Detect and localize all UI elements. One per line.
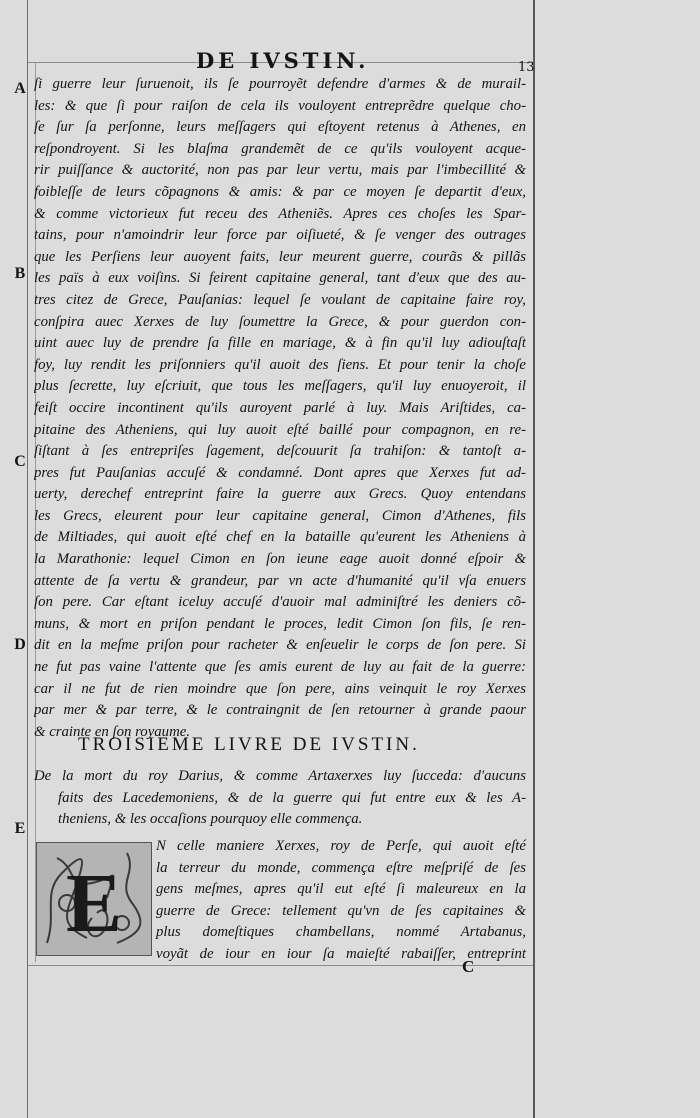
body-text-line: foy, luy rendit les priſonniers qu'il auoit des ſiens. Et pour tenir la choſe — [34, 356, 526, 373]
body-text-line: les: & que ſi pour raiſon de cela ils vouloyent entreprẽdre quelque cho- — [34, 97, 526, 114]
body-text-line: foibleſſe de leurs cõpagnons & amis: & par ce moyen ſe departit d'eux, — [34, 183, 526, 200]
body-text-line: dit en la meſme priſon pour racheter & enſeuelir le corps de ſon pere. Si — [34, 637, 526, 654]
body-text-line: conſpira auec Xerxes de luy ſoumettre la Grece, & pour guerdon con- — [34, 313, 526, 330]
book-title: TROISIEME LIVRE DE IVSTIN. — [78, 734, 420, 755]
chapter-text-line: gens meſmes, apres qu'il eut eſté ſi maleureux en la — [156, 881, 526, 898]
body-text-line: de Miltiades, qui auoit eſté chef en la bataille qu'eurent les Atheniens à — [34, 529, 526, 546]
body-text-line: reſpondroyent. Si les blaſma grandemẽt de ce qu'ils vouloyent acque- — [34, 140, 526, 157]
summary-line: theniens, & les occaſions pourquoy elle commença. — [58, 811, 363, 828]
body-text-line: uerty, derechef entreprint faire la guerre aux Grecs. Quoy entendans — [34, 486, 526, 503]
running-head: DE IVSTIN. — [196, 48, 370, 73]
left-margin-rule — [27, 0, 28, 1118]
body-text-line: ſiſtant à ſes entrepriſes ſagement, deſcouurit ſa trahiſon: & tantoſt a- — [34, 443, 526, 460]
body-text-line: plus ſecrette, luy eſcriuit, que tous les meſſagers, qu'il luy enuoyeroit, il — [34, 378, 526, 395]
chapter-text-line: guerre de Grece: tellement qu'vn de ſes capitaines & — [156, 902, 526, 919]
body-text-line: feiſt occire incontinent qu'ils auroyent parlé à luy. Mais Ariſtides, ca- — [34, 399, 526, 416]
margin-letter-b: B — [14, 265, 26, 282]
summary-line: De la mort du roy Darius, & comme Artaxerxes luy ſucceda: d'aucuns — [34, 768, 526, 784]
decorated-initial — [36, 842, 152, 956]
right-margin-rule — [533, 0, 535, 1118]
chapter-opening-text — [156, 836, 526, 966]
body-text-line: ſe ſur ſa perſonne, leurs meſſagers qui eſtoyent retenus à Athenes, en — [34, 119, 526, 136]
margin-letter-e: E — [14, 820, 26, 837]
margin-letter-d: D — [14, 636, 26, 653]
summary-line: faits des Lacedemoniens, & de la guerre qui fut entre eux & les A- — [58, 789, 526, 806]
page-number: 13 — [518, 60, 535, 75]
chapter-text-line: N celle maniere Xerxes, roy de Perſe, qui auoit eſté — [156, 838, 526, 854]
chapter-text-line: voyãt de iour en iour ſa maieſté rabaiſſer, entreprint — [156, 945, 526, 962]
body-text-line: & crainte en ſon royaume. — [34, 723, 191, 740]
body-text-line: que les Perſiens leur auoyent faits, leur meurent guerre, courãs & pillãs — [34, 248, 526, 265]
decorated-initial-art — [37, 843, 151, 955]
margin-letter-a: A — [14, 80, 26, 97]
chapter-text-line: plus domeſtiques chambellans, nommé Artabanus, — [156, 924, 526, 941]
body-text-line: ſi guerre leur ſuruenoit, ils ſe pourroyẽt defendre d'armes & de murail- — [34, 76, 526, 92]
body-text-line: les Grecs, eleurent pour leur capitaine general, Cimon d'Athenes, fils — [34, 507, 526, 524]
body-text-line: par mer & par terre, & le contraingnit de ſen retourner à grande paour — [34, 702, 526, 719]
body-text-line: pres fut Pauſanias accuſé & condamné. Dont apres que Xerxes fut ad- — [34, 464, 526, 481]
catchword: C — [462, 957, 475, 976]
body-text-line: tains, pour n'amoindrir leur force par oiſiueté, & ſe venger des outrages — [34, 227, 526, 244]
body-text-line: pitaine des Atheniens, qui luy auoit eſté baillé pour compagnon, en re- — [34, 421, 526, 438]
body-text-line: tres citez de Grece, Pauſanias: lequel ſe voulant de capitaine faire roy, — [34, 291, 526, 308]
margin-letter-c: C — [14, 453, 26, 470]
body-text-line: & comme victorieux fut receu des Atheniẽs. Apres ces choſes les Spar- — [34, 205, 526, 222]
body-text-line: la Marathonie: lequel Cimon en ſon ieune eage auoit donné eſpoir & — [34, 551, 526, 568]
body-text-line: attente de ſa vertu & grandeur, par vn acte d'humanité qu'il vſa enuers — [34, 572, 526, 589]
body-text-line: ſon pere. Car eſtant iceluy accuſé d'auoir mal adminiſtré les deniers cõ- — [34, 594, 526, 611]
body-text-line: muns, & mort en priſon pendant le proces, ledit Cimon ſon fils, ſe ren- — [34, 615, 526, 632]
body-text-line: uint auec luy de prendre ſa fille en mariage, & à fin qu'il luy adiouſtaſt — [34, 335, 526, 352]
body-text-line: rir puiſſance & auctorité, non pas par leur vertu, mais par l'imbecillité & — [34, 162, 526, 179]
drop-cap-letter: E — [65, 857, 123, 950]
body-text-line: les païs à eux voiſins. Si feirent capitaine general, tant d'eux que des au- — [34, 270, 526, 287]
chapter-text-line: la terreur du monde, commença eſtre meſpriſé de ſes — [156, 859, 526, 876]
chapter-summary — [34, 766, 526, 831]
body-text-line: car il ne fut de rien moindre que ſon pere, ains veinquit le roy Xerxes — [34, 680, 526, 697]
body-text — [34, 74, 526, 743]
body-text-line: ne fut pas vaine l'attente que ſes amis eurent de luy au fait de la guerre: — [34, 659, 526, 676]
